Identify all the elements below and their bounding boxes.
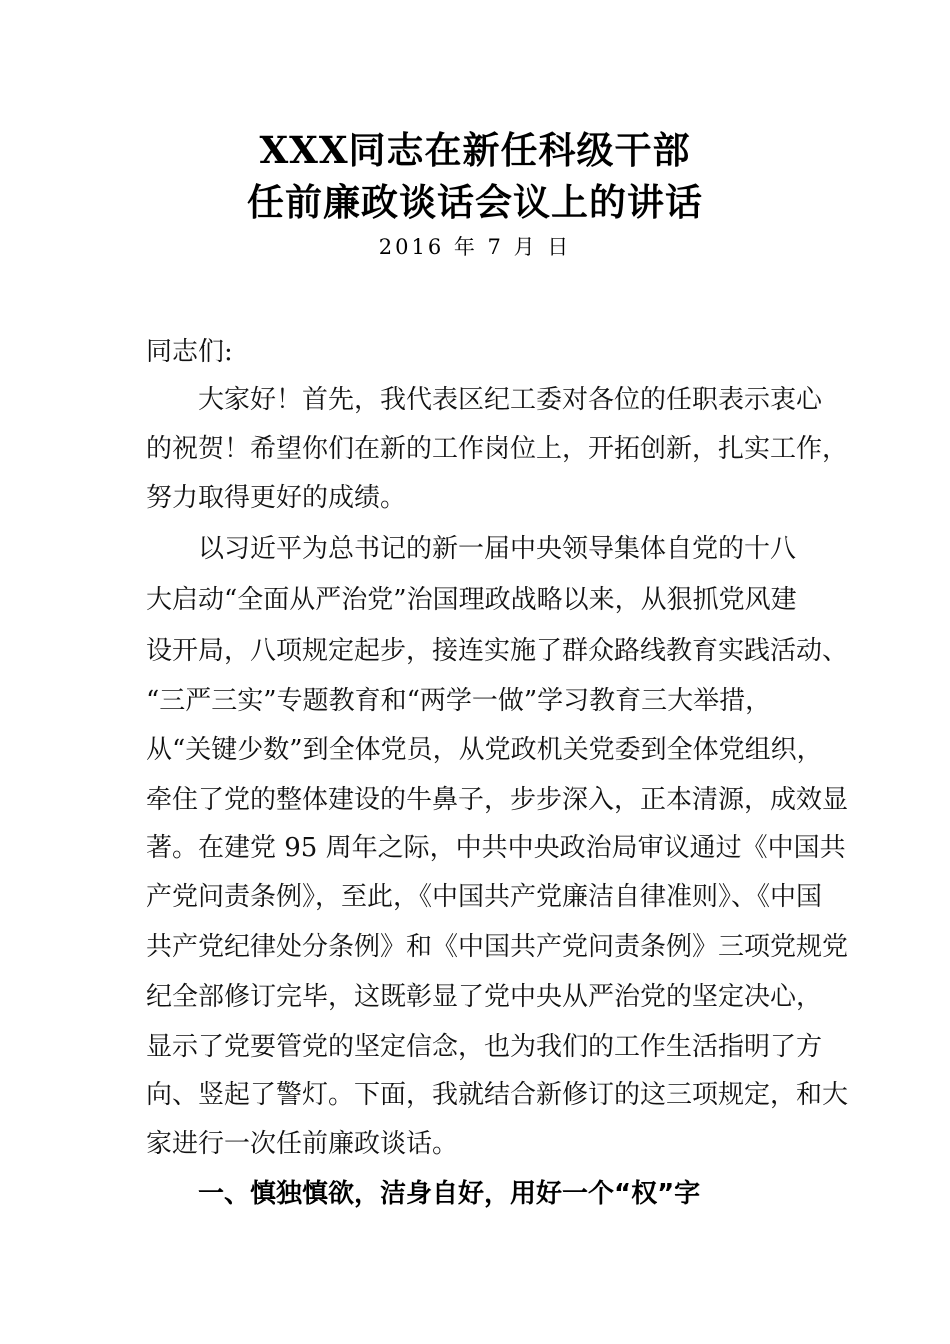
salutation: 同志们:	[146, 337, 233, 367]
paragraph2-line: 产党问责条例》，至此，《中国共产党廉洁自律准则》、《中国	[146, 882, 823, 912]
paragraph1-line: 的祝贺！希望你们在新的工作岗位上，开拓创新，扎实工作，	[146, 434, 849, 464]
paragraph2-line: 家进行一次任前廉政谈话。	[146, 1129, 459, 1159]
paragraph2-line: 共产党纪律处分条例》和《中国共产党问责条例》三项党规党	[146, 932, 849, 962]
paragraph2-line: 纪全部修订完毕，这既彰显了党中央从严治党的坚定决心，	[146, 982, 823, 1012]
speech-title-line-1: XXX同志在新任科级干部	[259, 128, 691, 172]
speech-title-line-2: 任前廉政谈话会议上的讲话	[247, 180, 703, 224]
paragraph2-line: 向、竖起了警灯。下面，我就结合新修订的这三项规定，和大	[146, 1080, 849, 1110]
paragraph1-line: 大家好！首先，我代表区纪工委对各位的任职表示衷心	[198, 385, 823, 415]
paragraph2-line: 显示了党要管党的坚定信念，也为我们的工作生活指明了方	[146, 1032, 823, 1062]
paragraph1-line: 努力取得更好的成绩。	[146, 483, 407, 513]
paragraph2-line: 设开局，八项规定起步，接连实施了群众路线教育实践活动、	[146, 636, 849, 666]
paragraph2-line: “三严三实”专题教育和“两学一做”学习教育三大举措，	[146, 686, 772, 716]
paragraph2-line: 以习近平为总书记的新一届中央领导集体自党的十八	[198, 534, 797, 564]
paragraph2-line: 著。在建党 95 周年之际，中共中央政治局审议通过《中国共	[146, 833, 846, 863]
paragraph2-line: 大启动“全面从严治党”治国理政战略以来，从狠抓党风建	[146, 585, 797, 615]
paragraph2-line: 从“关键少数”到全体党员，从党政机关党委到全体党组织，	[146, 735, 823, 765]
section-heading: 一、慎独慎欲，洁身自好，用好一个“权”字	[198, 1179, 701, 1209]
speech-date: 2016 年 7 月 日	[378, 235, 572, 259]
paragraph2-line: 牵住了党的整体建设的牛鼻子，步步深入，正本清源，成效显	[146, 785, 849, 815]
